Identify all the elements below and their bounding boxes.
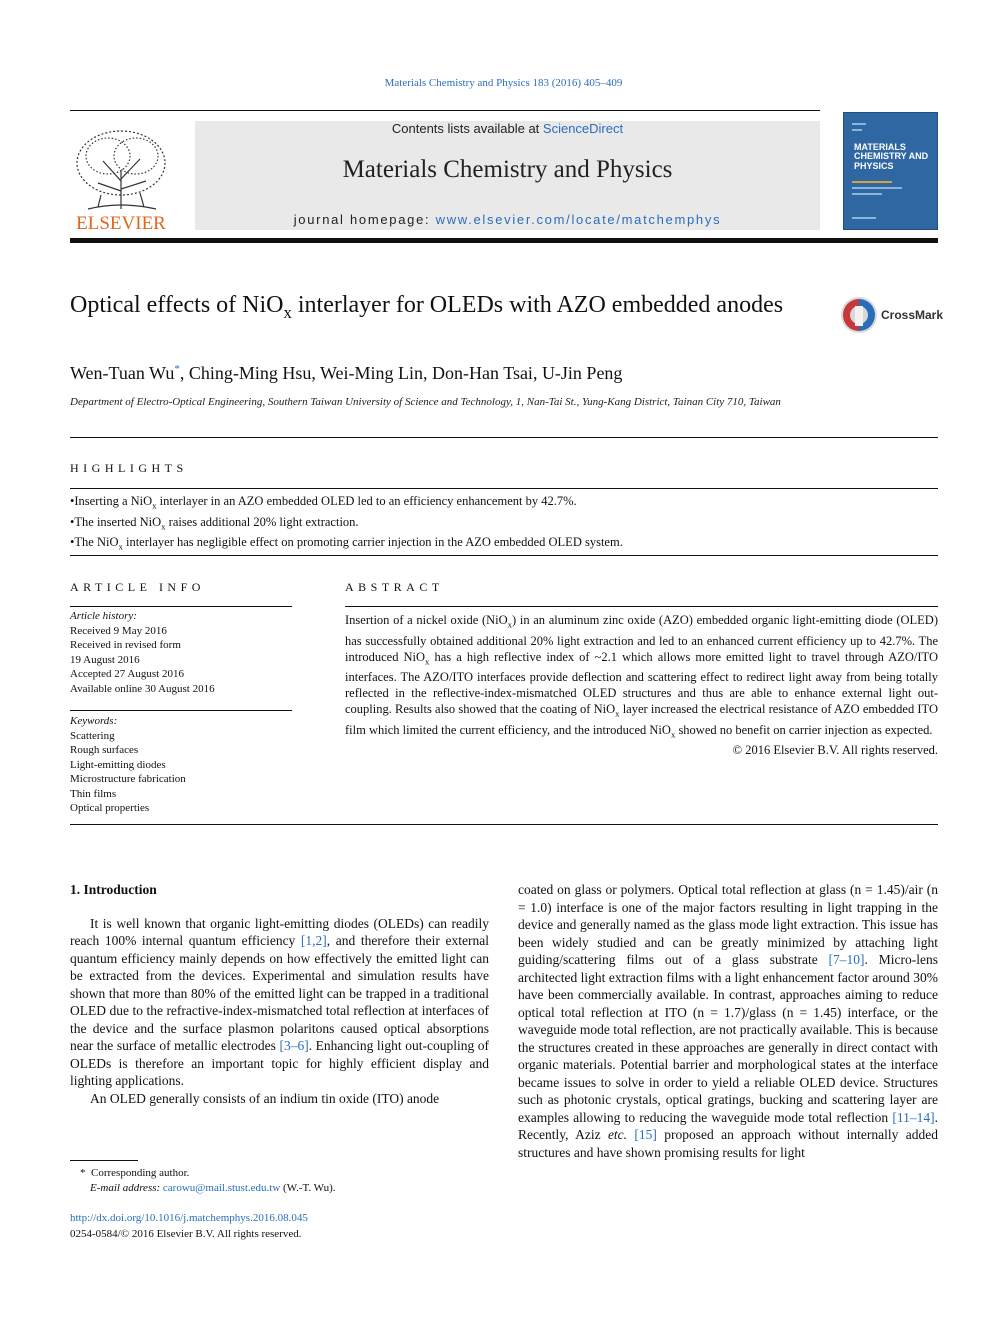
journal-cover-thumbnail[interactable] <box>843 112 938 230</box>
masthead-top-rule <box>70 110 820 111</box>
svg-text:ELSEVIER: ELSEVIER <box>76 213 166 233</box>
highlight-text: raises additional 20% light extraction. <box>165 514 359 529</box>
email-link[interactable]: carowu@mail.stust.edu.tw <box>162 1182 281 1194</box>
highlight-text: The inserted NiO <box>74 514 162 529</box>
footnote <box>70 1166 490 1196</box>
crossmark-badge[interactable] <box>840 296 950 334</box>
email-label: E-mail address: <box>90 1182 163 1194</box>
keyword: Scattering <box>70 729 115 742</box>
subscript: x <box>152 500 157 511</box>
paragraph-text: proposed an approach without internally added structures and have shown promising results for light <box>518 1127 938 1160</box>
abstract-heading: ABSTRACT <box>345 580 444 594</box>
paragraph <box>70 915 489 1090</box>
history-item: Received 9 May 2016 <box>70 624 167 637</box>
elsevier-logo <box>68 121 174 233</box>
homepage-link[interactable]: www.elsevier.com/locate/matchemphys <box>435 212 722 227</box>
crossmark-label: CrossMark <box>881 308 944 322</box>
highlight-item <box>70 493 930 514</box>
cover-line <box>852 129 862 131</box>
paragraph: An OLED generally consists of an indium tin oxide (ITO) anode <box>90 1090 440 1106</box>
paragraph-text: . Micro-lens architected light extraction films with a light enhancement factor around 30% have been commercially available. In contrast, approaches aiming to reduce optical total reflection at ITO (n = 1.7)/glass (n = 1.45) interface, or the waveguide mode total reflection, are not practically available. This is because the structures created in these approaches are generally in direct contact with organic materials. Potential barrier and morphological states at the interface became issues to solve in order to yield a reliable OLED device. Structures such as photonic crystals, optical gratings, bucking and scattering layer are examples allowing to reducing the waveguide mode total reflection <box>518 952 938 1125</box>
citation-link[interactable]: [15] <box>634 1127 657 1142</box>
subscript: x <box>670 729 676 739</box>
history-item: Available online 30 August 2016 <box>70 682 215 695</box>
elsevier-tree-icon <box>68 121 174 233</box>
author-name: Wen-Tuan Wu <box>70 363 175 383</box>
subscript: x <box>425 656 430 666</box>
paragraph-text: etc. <box>607 1127 628 1142</box>
title-part: interlayer for OLEDs with AZO embedded anodes <box>291 292 784 318</box>
footnote-mark: * <box>80 1167 86 1179</box>
cover-line <box>852 181 892 183</box>
highlights-bottom-rule <box>70 555 938 556</box>
highlight-item <box>70 514 930 535</box>
subscript: x <box>161 521 166 531</box>
highlights-heading: HIGHLIGHTS <box>70 461 188 475</box>
highlights-list <box>70 493 930 555</box>
sciencedirect-link[interactable]: ScienceDirect <box>542 121 624 136</box>
body-left-column <box>70 881 489 1107</box>
bullet: • <box>70 514 75 529</box>
article-title <box>70 290 810 328</box>
cover-line <box>852 217 876 219</box>
subscript: x <box>615 708 620 719</box>
issn-copyright: 0254-0584/© 2016 Elsevier B.V. All rights reserved. <box>70 1227 302 1240</box>
keyword: Microstructure fabrication <box>70 773 186 785</box>
journal-citation[interactable]: Materials Chemistry and Physics 183 (2016) 405–409 <box>384 77 623 89</box>
keywords-rule <box>70 710 292 711</box>
abstract-rule <box>345 606 938 607</box>
abstract-text <box>345 612 938 758</box>
paragraph-text: . Recently, Aziz <box>518 1109 938 1142</box>
copyright: © 2016 Elsevier B.V. All rights reserved. <box>732 743 938 757</box>
highlight-item <box>70 534 930 555</box>
history-item: Received in revised form <box>70 639 181 651</box>
highlights-top-rule <box>70 488 938 489</box>
article-info-heading: ARTICLE INFO <box>70 580 205 594</box>
footnote-rule <box>70 1160 138 1161</box>
history-item: 19 August 2016 <box>70 653 140 666</box>
abstract-part: showed no benefit on carrier injection as expected. <box>675 722 933 737</box>
paragraph-text: , and therefore their external quantum efficiency mainly depends on how effectively the emitted light can be extracted from the devices. Experimental and simulation results have shown that more than 80% of the emitted light can be trapped in a traditional OLED due to the refractive-index-mismatched total reflection at interfaces of the device and the surface plasmon polaritons caused optical absorptions near the surface of metallic electrodes <box>70 933 489 1053</box>
abstract-part: has a high reflective index of ~2.1 which allows more emitted light to travel through AZO/ITO interfaces. The AZO/ITO interfaces provide deflection and scattering effect to redirect light away from being totally reflected in the reflective-index-mismatched OLED structures and thus are able to enhance external light out-coupling. Results also showed that the coating of NiO <box>345 649 938 716</box>
keywords-label: Keywords: <box>70 715 118 727</box>
article-info-rule <box>70 606 292 607</box>
abstract-part: layer increased the electrical resistance of AZO embedded ITO film which limited the current efficiency, and the introduced NiO <box>345 702 938 737</box>
abstract-part: Insertion of a nickel oxide (NiO <box>345 613 508 627</box>
cover-line <box>852 187 902 189</box>
history-item: Accepted 27 August 2016 <box>70 668 184 680</box>
author-list <box>70 363 870 384</box>
citation-link[interactable]: [7–10] <box>828 952 865 967</box>
section-divider <box>70 437 938 438</box>
keyword: Thin films <box>70 787 117 800</box>
title-subscript: x <box>283 302 292 322</box>
paragraph <box>518 881 938 1161</box>
body-right-column <box>518 881 938 1161</box>
article-info <box>70 609 292 816</box>
bullet: • <box>70 535 75 549</box>
doi-link[interactable]: http://dx.doi.org/10.1016/j.matchemphys.2016.08.045 <box>70 1212 308 1224</box>
highlight-text: interlayer has negligible effect on promoting carrier injection in the AZO embedded OLED system. <box>122 535 623 549</box>
cover-line <box>852 193 882 195</box>
email-note <box>70 1181 490 1196</box>
crossmark-icon <box>840 296 880 334</box>
corresponding-label: Corresponding author. <box>91 1167 190 1179</box>
subscript: x <box>507 619 513 630</box>
author-names: , Ching-Ming Hsu, Wei-Ming Lin, Don-Han Tsai, U-Jin Peng <box>179 363 623 383</box>
cover-title: MATERIALS CHEMISTRY AND PHYSICS <box>854 142 929 171</box>
bullet: • <box>70 494 75 508</box>
masthead-bottom-rule <box>70 238 938 243</box>
corresponding-author-mark[interactable]: * <box>174 363 180 375</box>
cover-line <box>852 123 866 125</box>
section-heading-introduction: 1. Introduction <box>70 882 157 897</box>
front-matter-end-rule <box>70 824 938 825</box>
email-suffix: (W.-T. Wu). <box>280 1182 336 1194</box>
keyword: Light-emitting diodes <box>70 758 166 771</box>
affiliation: Department of Electro-Optical Engineering, Southern Taiwan University of Science and Technology, 1, Nan-Tai St., Yung-Kang District, Tainan City 710, Taiwan <box>70 396 781 408</box>
abstract-part: ) in an aluminum zinc oxide (AZO) embedded organic light-emitting diode (OLED) has successfully obtained additional 20% light extraction and led to an enhanced current efficiency up to 42.7%. The introduced NiO <box>345 613 938 664</box>
corresponding-note <box>70 1166 490 1181</box>
contents-prefix: Contents lists available at <box>391 121 543 136</box>
highlight-text: Inserting a NiO <box>74 494 153 508</box>
journal-name: Materials Chemistry and Physics <box>342 156 673 183</box>
keyword: Rough surfaces <box>70 744 139 756</box>
contents-availability <box>195 121 820 136</box>
citation-link[interactable]: [11–14] <box>892 1109 935 1125</box>
highlight-text: interlayer in an AZO embedded OLED led to an efficiency enhancement by 42.7%. <box>156 494 577 508</box>
highlight-text: The NiO <box>74 535 119 549</box>
doi-block <box>70 1211 490 1242</box>
paragraph-text: It is well known that organic light-emitting diodes (OLEDs) can readily reach 100% internal quantum efficiency <box>70 915 489 948</box>
citation-link[interactable]: [3–6] <box>279 1038 309 1053</box>
paragraph-text: . Enhancing light out-coupling of OLEDs is therefore an important topic for highly efficient display and lighting applications. <box>70 1038 490 1088</box>
keyword: Optical properties <box>70 802 150 814</box>
citation-link[interactable]: [1,2] <box>300 933 327 948</box>
title-part: Optical effects of NiO <box>70 292 284 318</box>
history-label: Article history: <box>70 610 137 622</box>
homepage-prefix: journal homepage: <box>293 212 436 227</box>
journal-homepage <box>195 212 820 227</box>
subscript: x <box>118 541 123 552</box>
paragraph-text: coated on glass or polymers. Optical total reflection at glass (n = 1.45)/air (n = 1.0) interface is one of the major factors resulting in light trapping in the device and generally named as the glass mode light extraction. This issue has been widely studied and can be greatly minimized by attaching light guiding/scattering films out of a glass substrate <box>518 882 938 967</box>
